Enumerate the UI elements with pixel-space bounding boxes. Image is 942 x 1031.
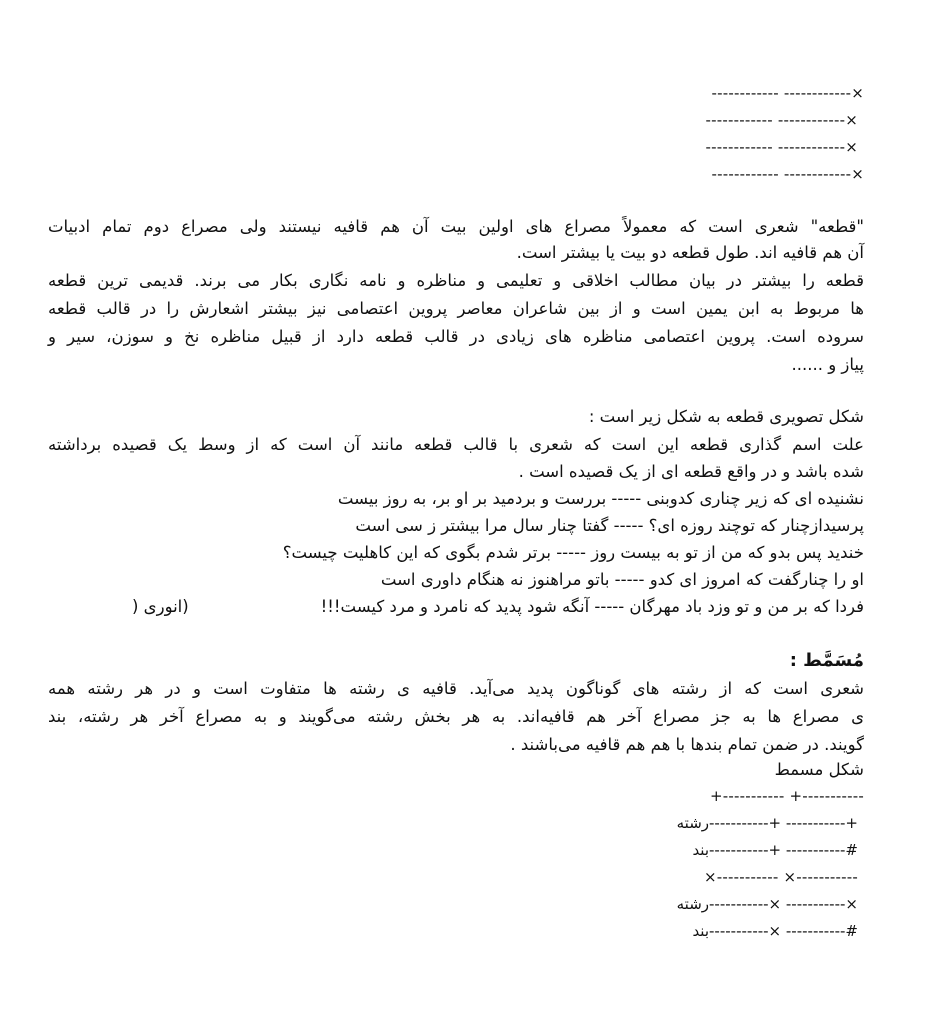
pattern-line: ------------ ------------× xyxy=(711,165,864,183)
paragraph-line: شعری است که از رشته های گوناگون پدید می‌آید. قافیه ی رشته ها متفاوت است و در هر رشته همه xyxy=(48,679,864,698)
pattern-line: ×----------- ×-----------رشته xyxy=(676,895,858,913)
shape-label: شکل مسمط xyxy=(774,760,864,779)
poet-attribution: (انوری ( xyxy=(132,597,189,616)
paragraph-line: "قطعه" شعری است که معمولاً مصراع های اولین بیت آن هم قافیه نیستند ولی مصراع دوم تمام ادبیات xyxy=(48,217,864,236)
poem-line: او را چنارگفت که امروز ای کدو ----- باتو مراهنوز نه هنگام داوری است xyxy=(380,570,864,589)
pattern-line: +----------- +-----------رشته xyxy=(676,814,858,832)
paragraph-line: سروده است. پروین اعتصامی مناظره های زیادی در قالب قطعه دارد از قبیل مناظره نخ و سوزن، سیر و xyxy=(48,327,864,346)
pattern-line: ------------ ------------× xyxy=(711,84,864,102)
paragraph-line: ها مربوط به ابن یمین است و از بین شاعران معاصر پروین اعتصامی نیز بیشتر اشعارش را در قالب قطعه xyxy=(48,299,864,318)
pattern-line: #----------- ×-----------بند xyxy=(692,922,858,940)
pattern-line: ×----------- ×----------- xyxy=(704,868,858,886)
poem-line: فردا که بر من و تو وزد باد مهرگان ----- آنگه شود پدید که نامرد و مرد کیست!!! xyxy=(320,597,864,616)
pattern-line: ------------ ------------× xyxy=(705,138,858,156)
paragraph-line: قطعه را بیشتر در بیان مطالب اخلاقی و تعلیمی و مناظره و نامه نگاری بکار می برند. قدیمی ترین قطعه xyxy=(48,271,864,290)
poem-line: نشنیده ای که زیر چناری کدوبنی ----- بررست و بردمید بر او بر، به روز بیست xyxy=(337,489,864,508)
pattern-line: #----------- +-----------بند xyxy=(692,841,858,859)
pattern-line: ------------ ------------× xyxy=(705,111,858,129)
poem-line: خندید پس بدو که من از تو به بیست روز ----- برتر شدم بگوی که این کاهلیت چیست؟ xyxy=(282,543,864,562)
section-heading: مُسَمَّط : xyxy=(789,650,864,671)
paragraph-line: گویند. در ضمن تمام بندها با هم هم قافیه می‌باشند . xyxy=(510,735,864,754)
poem-line: پرسیدازچنار که توچند روزه ای؟ ----- گفتا چنار سال مرا بیشتر ز سی است xyxy=(355,516,864,535)
section-heading: شکل تصویری قطعه به شکل زیر است : xyxy=(588,407,864,426)
paragraph-line: پیاز و ...... xyxy=(791,355,864,374)
paragraph-line: شده باشد و در واقع قطعه ای از یک قصیده است . xyxy=(518,462,864,481)
pattern-line: +----------- +----------- xyxy=(710,787,864,805)
paragraph-line: ی مصراع ها به جز مصراع آخر هم قافیه‌اند. به هر بخش رشته می‌گویند و به مصراع آخر هر رشته، بند xyxy=(48,707,864,726)
paragraph-line: علت اسم گذاری قطعه این است که شعری با قالب قطعه مانند آن است که از وسط یک قصیده برداشته xyxy=(48,435,864,454)
paragraph-line: آن هم قافیه اند. طول قطعه دو بیت یا بیشتر است. xyxy=(516,243,864,262)
